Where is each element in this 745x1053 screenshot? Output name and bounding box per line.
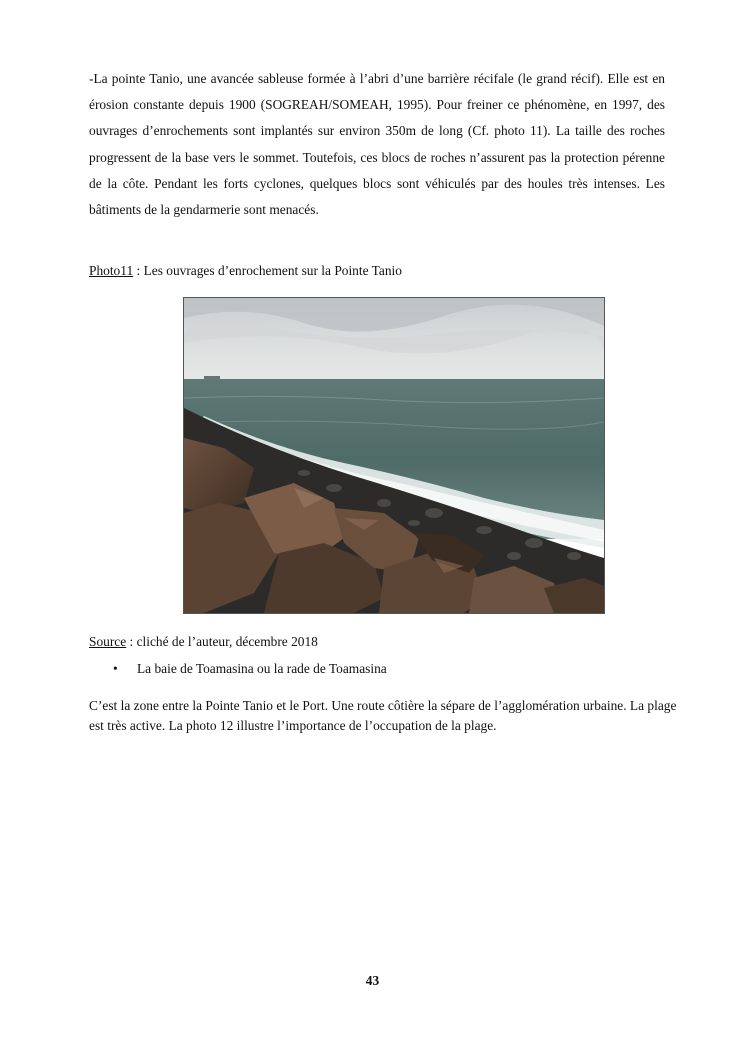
bullet-symbol: • (113, 661, 118, 676)
photo-source-label: Source (89, 634, 127, 649)
bullet-item (113, 660, 387, 678)
photo-source-text: : cliché de l’auteur, décembre 2018 (126, 634, 318, 649)
photo-caption-text: : Les ouvrages d’enrochement sur la Pointe Tanio (133, 263, 402, 278)
photo-coastal-rocks (183, 297, 605, 614)
body-paragraph-2: C’est la zone entre la Pointe Tanio et le Port. Une route côtière la sépare de l’agglomération urbaine. La plage est très active. La photo 12 illustre l’importance de l’occupation de la plage. (89, 698, 677, 733)
photo-source (89, 633, 318, 651)
photo-caption (89, 262, 402, 280)
photo-caption-label: Photo11 (89, 263, 134, 278)
page-number: 43 (365, 973, 380, 988)
body-paragraph-1: -La pointe Tanio, une avancée sableuse formée à l’abri d’une barrière récifale (le grand récif). Elle est en érosion constante depuis 1900 (SOGREAH/SOMEAH, 1995). Pour freiner ce phénomène, en 1997, des ouvrages d’enrochements sont implantés sur environ 350m de long (Cf. photo 11). La taille des roches progressent de la base vers le sommet. Toutefois, ces blocs de roches n’assurent pas la protection pérenne de la côte. Pendant les forts cyclones, quelques blocs sont véhiculés par des houles très intenses. Les bâtiments de la gendarmerie sont menacés. (89, 71, 665, 218)
bullet-text: La baie de Toamasina ou la rade de Toamasina (137, 661, 387, 676)
photo-illustration (184, 298, 604, 613)
